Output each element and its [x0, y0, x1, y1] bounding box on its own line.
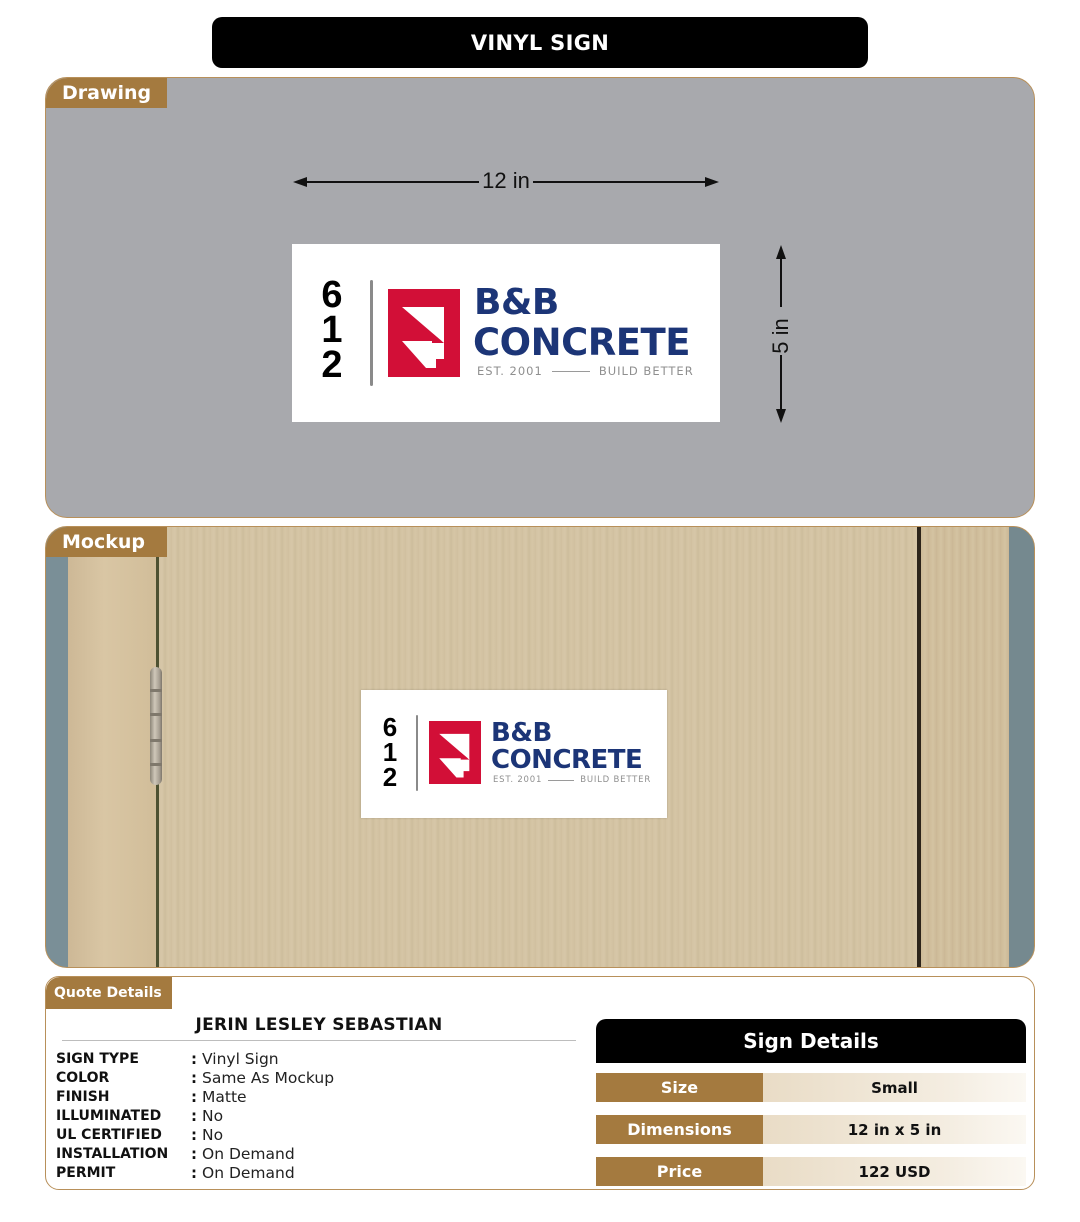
room-digit: 1	[321, 309, 343, 351]
spec-key: SIGN TYPE	[56, 1050, 139, 1067]
bb-concrete-logo-icon	[429, 721, 481, 784]
sign-detail-label: Size	[596, 1073, 763, 1102]
room-digit: 2	[382, 762, 398, 792]
bb-concrete-logo-icon	[388, 289, 460, 377]
spec-key: COLOR	[56, 1069, 110, 1086]
spec-separator: :	[191, 1087, 197, 1106]
spec-row-color	[56, 1068, 334, 1087]
spec-value: On Demand	[202, 1144, 295, 1163]
page-title: VINYL SIGN	[470, 30, 610, 55]
spec-row-ul-certified	[56, 1125, 334, 1144]
sign-detail-label: Price	[596, 1157, 763, 1186]
sign-details-header	[596, 1019, 1026, 1063]
arrow-down-icon	[776, 409, 786, 423]
quote-details-panel	[45, 976, 1035, 1190]
spec-list	[56, 1049, 334, 1182]
spec-key: ILLUMINATED	[56, 1107, 162, 1124]
sign-mockup	[361, 690, 667, 818]
spec-key: UL CERTIFIED	[56, 1126, 162, 1143]
sign-detail-row-size	[596, 1073, 1026, 1102]
height-label: 5 in	[768, 318, 793, 354]
spec-value: Same As Mockup	[202, 1068, 335, 1087]
drawing-tab-label: Drawing	[46, 78, 167, 108]
tagline-rule	[548, 780, 574, 781]
brand-name-line1: B&B	[474, 282, 559, 323]
client-name: JERIN LESLEY SEBASTIAN	[195, 1015, 443, 1035]
room-digit: 6	[321, 274, 343, 316]
sign-detail-label: Dimensions	[596, 1115, 763, 1144]
brand-tagline	[493, 775, 651, 785]
spec-key: FINISH	[56, 1088, 110, 1105]
spec-row-finish	[56, 1087, 334, 1106]
door-frame-left	[68, 527, 158, 968]
quote-tab-label: Quote Details	[46, 977, 172, 1009]
door-hinge	[150, 667, 162, 785]
dimension-line	[780, 255, 782, 307]
room-digit: 1	[382, 737, 398, 767]
spec-row-illuminated	[56, 1106, 334, 1125]
arrow-right-icon	[705, 177, 719, 187]
drawing-panel	[45, 77, 1035, 518]
mockup-tab-label: Mockup	[46, 527, 167, 557]
spec-separator: :	[191, 1106, 197, 1125]
width-dimension	[293, 168, 719, 193]
tagline-slogan: BUILD BETTER	[598, 364, 694, 378]
room-digit: 6	[382, 712, 398, 742]
divider	[62, 1040, 576, 1041]
room-number	[314, 274, 350, 386]
tagline-slogan: BUILD BETTER	[580, 775, 652, 785]
tagline-est: EST. 2001	[493, 775, 543, 785]
vertical-divider	[416, 715, 418, 791]
sign-details-title: Sign Details	[743, 1029, 879, 1053]
sign-detail-value: Small	[763, 1073, 1026, 1102]
width-label: 12 in	[482, 168, 530, 193]
spec-value: Matte	[202, 1087, 247, 1106]
dimension-line	[780, 355, 782, 413]
height-dimension	[768, 245, 793, 423]
spec-separator: :	[191, 1049, 197, 1068]
spec-value: No	[202, 1125, 224, 1144]
spec-separator: :	[191, 1144, 197, 1163]
sign-detail-row-price	[596, 1157, 1026, 1186]
tagline-rule	[552, 371, 590, 372]
brand-name-line1: B&B	[491, 718, 552, 748]
spec-row-sign-type	[56, 1049, 334, 1068]
spec-value: Vinyl Sign	[202, 1049, 279, 1068]
wall	[1009, 527, 1035, 968]
mockup-panel	[45, 526, 1035, 968]
tagline-est: EST. 2001	[477, 364, 543, 378]
spec-separator: :	[191, 1068, 197, 1087]
brand-name-line2: CONCRETE	[491, 745, 643, 775]
sign-detail-row-dimensions	[596, 1115, 1026, 1144]
brand-tagline	[477, 364, 694, 378]
room-number	[376, 712, 404, 792]
page-title-bar	[212, 17, 868, 68]
door-frame-right	[921, 527, 1009, 968]
sign-detail-value: 12 in x 5 in	[763, 1115, 1026, 1144]
spec-row-installation	[56, 1144, 334, 1163]
sign-detail-value: 122 USD	[763, 1157, 1026, 1186]
dimension-line	[533, 181, 711, 183]
sign-drawing	[292, 244, 720, 422]
spec-value: On Demand	[202, 1163, 295, 1182]
spec-row-permit	[56, 1163, 334, 1182]
spec-key: PERMIT	[56, 1164, 116, 1181]
vertical-divider	[370, 280, 373, 386]
spec-key: INSTALLATION	[56, 1145, 169, 1162]
room-digit: 2	[321, 344, 343, 386]
spec-separator: :	[191, 1163, 197, 1182]
spec-separator: :	[191, 1125, 197, 1144]
brand-name-line2: CONCRETE	[473, 321, 691, 364]
spec-value: No	[202, 1106, 224, 1125]
